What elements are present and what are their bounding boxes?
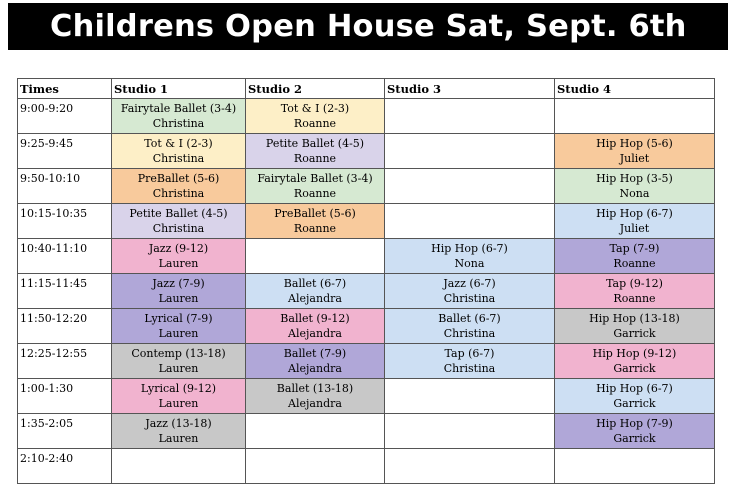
instructor-name: Nona: [619, 187, 650, 200]
class-name: PreBallet (5-6): [137, 172, 220, 185]
class-name: Tap (9-12): [606, 277, 663, 290]
instructor-name: Alejandra: [288, 292, 342, 305]
class-name: Petite Ballet (4-5): [265, 137, 365, 150]
instructor-name: Roanne: [613, 292, 656, 305]
page-title: Childrens Open House Sat, Sept. 6th: [8, 3, 728, 50]
class-cell: [246, 204, 385, 239]
class-name: Tot & I (2-3): [280, 102, 350, 115]
class-name: Ballet (9-12): [280, 312, 350, 325]
instructor-name: Christina: [152, 187, 205, 200]
class-cell: [246, 134, 385, 169]
class-name: Ballet (6-7): [283, 277, 347, 290]
class-cell: [112, 99, 246, 134]
instructor-name: Garrick: [613, 362, 656, 375]
instructor-name: Juliet: [619, 222, 650, 235]
class-cell: [555, 169, 715, 204]
class-cell: [555, 309, 715, 344]
class-cell: [385, 379, 555, 414]
time-slot: 12:25-12:55: [18, 344, 112, 379]
instructor-name: Juliet: [619, 152, 650, 165]
class-cell: [555, 379, 715, 414]
class-cell: [246, 414, 385, 449]
time-slot: 11:50-12:20: [18, 309, 112, 344]
class-name: Jazz (6-7): [443, 277, 496, 290]
instructor-name: Roanne: [293, 117, 337, 130]
class-name: Hip Hop (6-7): [596, 207, 673, 220]
class-cell: [112, 204, 246, 239]
class-cell: [385, 169, 555, 204]
instructor-name: Lauren: [158, 362, 199, 375]
class-cell: [555, 449, 715, 484]
class-cell: [112, 344, 246, 379]
class-cell: [385, 309, 555, 344]
header-studio-1: Studio 1: [112, 79, 246, 99]
class-name: Jazz (7-9): [152, 277, 205, 290]
header-row: [18, 79, 715, 99]
class-cell: [112, 449, 246, 484]
class-cell: [112, 274, 246, 309]
class-cell: [385, 344, 555, 379]
class-cell: [385, 204, 555, 239]
instructor-name: Nona: [454, 257, 485, 270]
instructor-name: Roanne: [613, 257, 656, 270]
instructor-name: Lauren: [158, 292, 199, 305]
class-name: Hip Hop (5-6): [596, 137, 673, 150]
class-cell: [246, 379, 385, 414]
table-row: [18, 309, 715, 344]
instructor-name: Garrick: [613, 327, 656, 340]
instructor-name: Garrick: [613, 432, 656, 445]
header-studio-2: Studio 2: [246, 79, 385, 99]
class-cell: [555, 204, 715, 239]
instructor-name: Lauren: [158, 432, 199, 445]
header-times: Times: [18, 79, 112, 99]
class-cell: [555, 239, 715, 274]
instructor-name: Alejandra: [288, 397, 342, 410]
time-slot: 10:40-11:10: [18, 239, 112, 274]
table-row: [18, 274, 715, 309]
table-row: [18, 134, 715, 169]
class-name: Ballet (6-7): [438, 312, 501, 325]
class-cell: [555, 134, 715, 169]
table-row: [18, 414, 715, 449]
class-name: Hip Hop (9-12): [592, 347, 677, 360]
time-slot: 10:15-10:35: [18, 204, 112, 239]
class-cell: [385, 239, 555, 274]
instructor-name: Lauren: [158, 327, 199, 340]
class-cell: [555, 414, 715, 449]
instructor-name: Christina: [152, 117, 205, 130]
instructor-name: Christina: [443, 327, 496, 340]
header-studio-4: Studio 4: [555, 79, 715, 99]
class-cell: [112, 134, 246, 169]
class-cell: [112, 169, 246, 204]
table-row: [18, 344, 715, 379]
instructor-name: Lauren: [158, 257, 199, 270]
class-name: Contemp (13-18): [131, 347, 226, 360]
instructor-name: Christina: [152, 222, 205, 235]
table-row: [18, 449, 715, 484]
class-name: Fairytale Ballet (3-4): [120, 102, 237, 115]
class-cell: [246, 239, 385, 274]
class-cell: [112, 239, 246, 274]
class-cell: [385, 449, 555, 484]
class-cell: [112, 309, 246, 344]
time-slot: 2:10-2:40: [18, 449, 112, 484]
instructor-name: Lauren: [158, 397, 199, 410]
time-slot: 1:00-1:30: [18, 379, 112, 414]
class-name: Hip Hop (3-5): [596, 172, 673, 185]
class-cell: [385, 274, 555, 309]
class-name: Ballet (7-9): [283, 347, 347, 360]
class-name: Tap (6-7): [444, 347, 495, 360]
time-slot: 11:15-11:45: [18, 274, 112, 309]
instructor-name: Roanne: [293, 222, 337, 235]
instructor-name: Roanne: [293, 152, 337, 165]
table-row: [18, 379, 715, 414]
class-cell: [555, 99, 715, 134]
class-cell: [555, 344, 715, 379]
time-slot: 9:00-9:20: [18, 99, 112, 134]
class-cell: [385, 134, 555, 169]
schedule-table: [17, 78, 715, 484]
class-name: Hip Hop (7-9): [596, 417, 673, 430]
class-name: Tot & I (2-3): [144, 137, 213, 150]
class-name: PreBallet (5-6): [274, 207, 356, 220]
class-name: Petite Ballet (4-5): [129, 207, 228, 220]
table-row: [18, 204, 715, 239]
class-name: Hip Hop (13-18): [589, 312, 680, 325]
class-name: Ballet (13-18): [276, 382, 354, 395]
time-slot: 9:50-10:10: [18, 169, 112, 204]
class-cell: [246, 449, 385, 484]
instructor-name: Alejandra: [288, 362, 342, 375]
header-studio-3: Studio 3: [385, 79, 555, 99]
instructor-name: Christina: [443, 292, 496, 305]
table-row: [18, 169, 715, 204]
instructor-name: Christina: [152, 152, 205, 165]
class-cell: [246, 274, 385, 309]
class-name: Hip Hop (6-7): [596, 382, 673, 395]
instructor-name: Roanne: [293, 187, 337, 200]
time-slot: 9:25-9:45: [18, 134, 112, 169]
class-cell: [385, 414, 555, 449]
class-name: Lyrical (7-9): [144, 312, 213, 325]
class-cell: [112, 379, 246, 414]
time-slot: 1:35-2:05: [18, 414, 112, 449]
class-name: Lyrical (9-12): [140, 382, 217, 395]
class-cell: [385, 99, 555, 134]
class-name: Hip Hop (6-7): [431, 242, 508, 255]
instructor-name: Garrick: [613, 397, 656, 410]
class-cell: [246, 309, 385, 344]
class-cell: [246, 169, 385, 204]
class-cell: [246, 99, 385, 134]
class-cell: [246, 344, 385, 379]
class-name: Jazz (13-18): [145, 417, 212, 430]
instructor-name: Alejandra: [288, 327, 342, 340]
table-row: [18, 99, 715, 134]
class-name: Tap (7-9): [609, 242, 660, 255]
table-row: [18, 239, 715, 274]
class-name: Fairytale Ballet (3-4): [257, 172, 373, 185]
class-cell: [555, 274, 715, 309]
instructor-name: Christina: [443, 362, 496, 375]
class-cell: [112, 414, 246, 449]
class-name: Jazz (9-12): [148, 242, 209, 255]
